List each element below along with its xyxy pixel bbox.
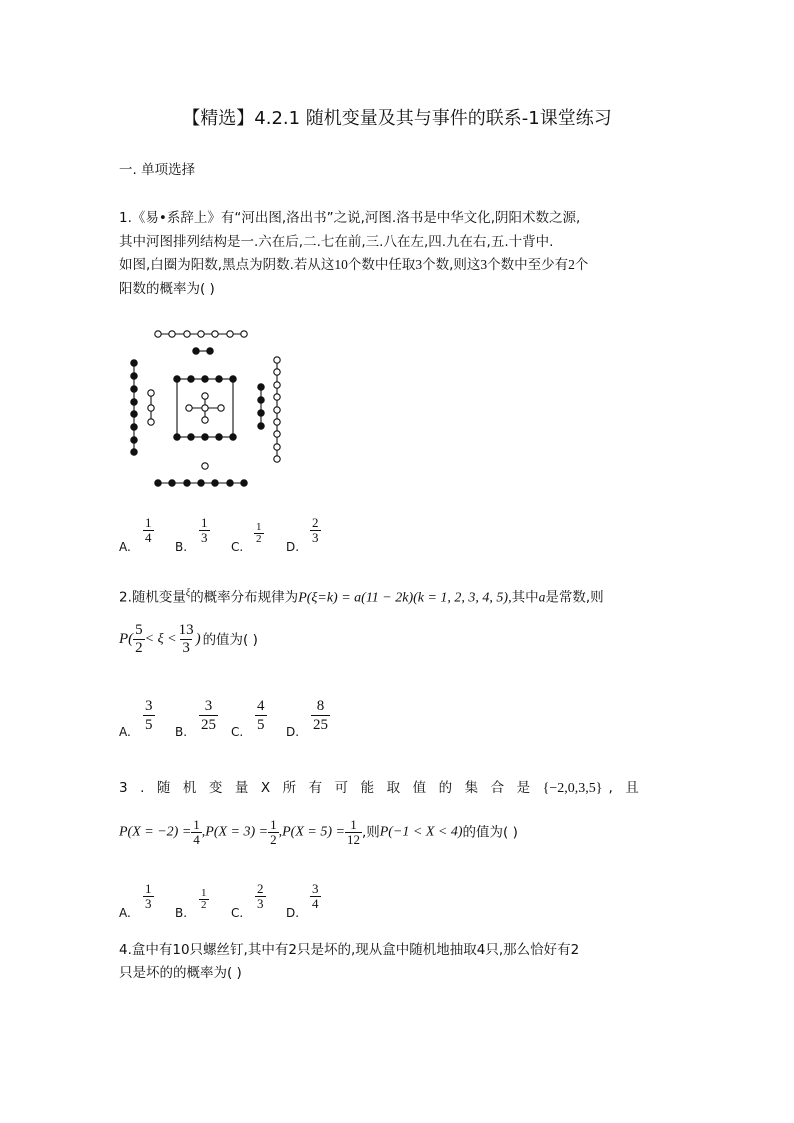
q1-option-b-value: $\frac{1}{3}$ xyxy=(201,515,208,545)
q1-option-c-value: $\frac{1}{2}$ xyxy=(256,521,262,545)
q3-option-d-letter: D. xyxy=(286,906,300,920)
q3-option-b-letter: B. xyxy=(175,906,188,920)
q3-option-d-value: $\frac{3}{4}$ xyxy=(312,881,319,911)
q3-option-a-letter: A. xyxy=(119,906,131,920)
q2-option-d-value: $\frac{8}{25}$ xyxy=(313,698,328,733)
q3-options xyxy=(119,882,339,922)
q2-line-2: P( $\frac{5}{2}$ < ξ < $\frac{13}{3}$ ) 的值为( ) xyxy=(119,622,258,656)
q1-line-3: 如图,白圈为阳数,黑点为阴数.若从这10个数中任取3个数,则这3个数中至少有2个 xyxy=(119,257,589,273)
q2-option-a-value: $\frac{3}{5}$ xyxy=(145,698,153,733)
q4-line-2: 只是坏的的概率为( ) xyxy=(119,965,242,981)
q2-option-c-letter: C. xyxy=(231,725,244,739)
q3-option-c-letter: C. xyxy=(231,906,244,920)
q2-option-b-value: $\frac{3}{25}$ xyxy=(201,698,216,733)
section-heading: 一. 单项选择 xyxy=(119,162,196,178)
q1-option-b-letter: B. xyxy=(175,540,188,554)
q1-option-a-value: $\frac{1}{4}$ xyxy=(145,515,152,545)
q3-option-b-value: $\frac{1}{2}$ xyxy=(201,887,207,911)
q1-option-d-letter: D. xyxy=(286,540,300,554)
q1-line-1: 1.《易•系辞上》有“河出图,洛出书”之说,河图.洛书是中华文化,阴阳术数之源, xyxy=(119,210,581,226)
q4-line-1: 4.盒中有10只螺丝钉,其中有2只是坏的,现从盒中随机地抽取4只,那么恰好有2 xyxy=(119,942,580,958)
q3-option-c-value: $\frac{2}{3}$ xyxy=(257,881,264,911)
q3-line-1: 3.随机变量X所有可能取值的集合是{−2,0,3,5} ,且 xyxy=(119,780,652,796)
q1-line-4: 阳数的概率为( ) xyxy=(119,281,215,297)
q3-option-a-value: $\frac{1}{3}$ xyxy=(145,881,152,911)
q3-line-2: P(X = −2) = $\frac{1}{4}$ ,P(X = 3) = $\frac{1}{2}$ ,P(X = 5) = $\frac{1}{12}$ ,则P(−1 < X < 4)的值为( ) xyxy=(119,817,518,847)
q2-option-c-value: $\frac{4}{5}$ xyxy=(257,698,265,733)
hetu-diagram xyxy=(120,322,290,494)
q2-option-b-letter: B. xyxy=(175,725,188,739)
q1-line-2: 其中河图排列结构是一.六在后,二.七在前,三.八在左,四.九在右,五.十背中. xyxy=(119,234,554,250)
q2-option-d-letter: D. xyxy=(286,725,300,739)
q1-options xyxy=(119,516,339,556)
q1-option-c-letter: C. xyxy=(231,540,244,554)
q1-option-d-value: $\frac{2}{3}$ xyxy=(312,515,319,545)
q1-option-a-letter: A. xyxy=(119,540,131,554)
q2-option-a-letter: A. xyxy=(119,725,131,739)
q2-options xyxy=(119,697,349,739)
page-title: 【精选】4.2.1 随机变量及其与事件的联系-1课堂练习 xyxy=(182,108,612,129)
q2-line-1: 2.随机变量$^\xi$的概率分布规律为P(ξ=k) = a(11 − 2k)(k = 1, 2, 3, 4, 5),其中a是常数,则 xyxy=(119,588,604,606)
